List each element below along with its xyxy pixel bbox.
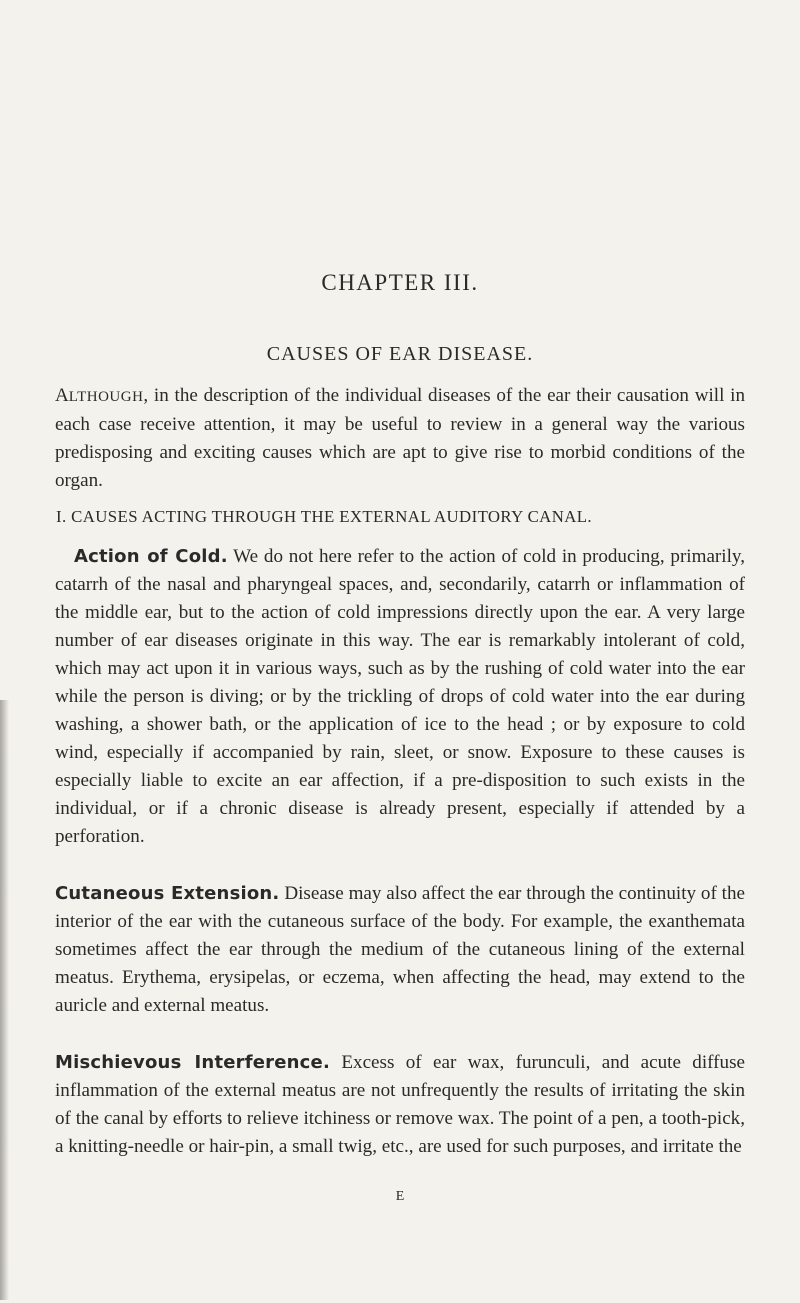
intro-smallcaps-word: LTHOUGH — [68, 389, 144, 405]
intro-text: , in the description of the individual diseases of the ear their causation will in each case receive attention, it may be useful to review in a general way the various predisposing and exciting causes which are apt to give rise to morbid conditions of the organ. — [55, 385, 745, 491]
signature-mark: E — [395, 1189, 405, 1204]
paragraph-action-of-cold — [55, 543, 745, 851]
page-edge-shadow — [0, 700, 9, 1300]
intro-smallcaps-initial: A — [55, 385, 69, 406]
section-title: CAUSES OF EAR DISEASE. — [266, 343, 534, 365]
intro-paragraph — [55, 382, 745, 495]
paragraph-text: Excess of ear wax, furunculi, and acute diffuse inflammation of the external meatus are not unfrequently the results of irritating the skin of the canal by efforts to relieve itchiness or remove wax. The point of a pen, a tooth-pick, a knitting-needle or hair-pin, a small twig, etc., are used for such purposes, and irritate the — [55, 1052, 745, 1157]
chapter-title: CHAPTER III. — [321, 270, 479, 295]
run-in-heading: Mischievous Interference. — [55, 1052, 330, 1073]
paragraph-text: Disease may also affect the ear through the continuity of the interior of the ear with the cutaneous surface of the body. For example, the exanthemata sometimes affect the ear through the medium of the cutaneous lining of the external meatus. Erythema, erysipelas, or eczema, when affecting the head, may extend to the auricle and external meatus. — [55, 883, 745, 1016]
subsection-heading: I. CAUSES ACTING THROUGH THE EXTERNAL AUDITORY CANAL. — [56, 507, 592, 526]
run-in-heading: Action of Cold. — [74, 546, 228, 567]
paragraph-mischievous-interference — [55, 1049, 745, 1161]
paragraph-cutaneous-extension — [55, 880, 745, 1020]
paragraph-text: We do not here refer to the action of cold in producing, primarily, catarrh of the nasal and pharyngeal spaces, and, secondarily, catarrh or inflammation of the middle ear, but to the action of cold impressions directly upon the ear. A very large number of ear diseases originate in this way. The ear is remarkably intolerant of cold, which may act upon it in various ways, such as by the rushing of cold water into the ear while the person is diving; or by the trickling of drops of cold water into the ear during washing, a shower bath, or the application of ice to the head ; or by exposure to cold wind, especially if accompanied by rain, sleet, or snow. Exposure to these causes is especially liable to excite an ear affection, if a pre-disposition to such exists in the individual, or if a chronic disease is already present, especially if attended by a perforation. — [55, 546, 745, 847]
run-in-heading: Cutaneous Extension. — [55, 883, 280, 904]
